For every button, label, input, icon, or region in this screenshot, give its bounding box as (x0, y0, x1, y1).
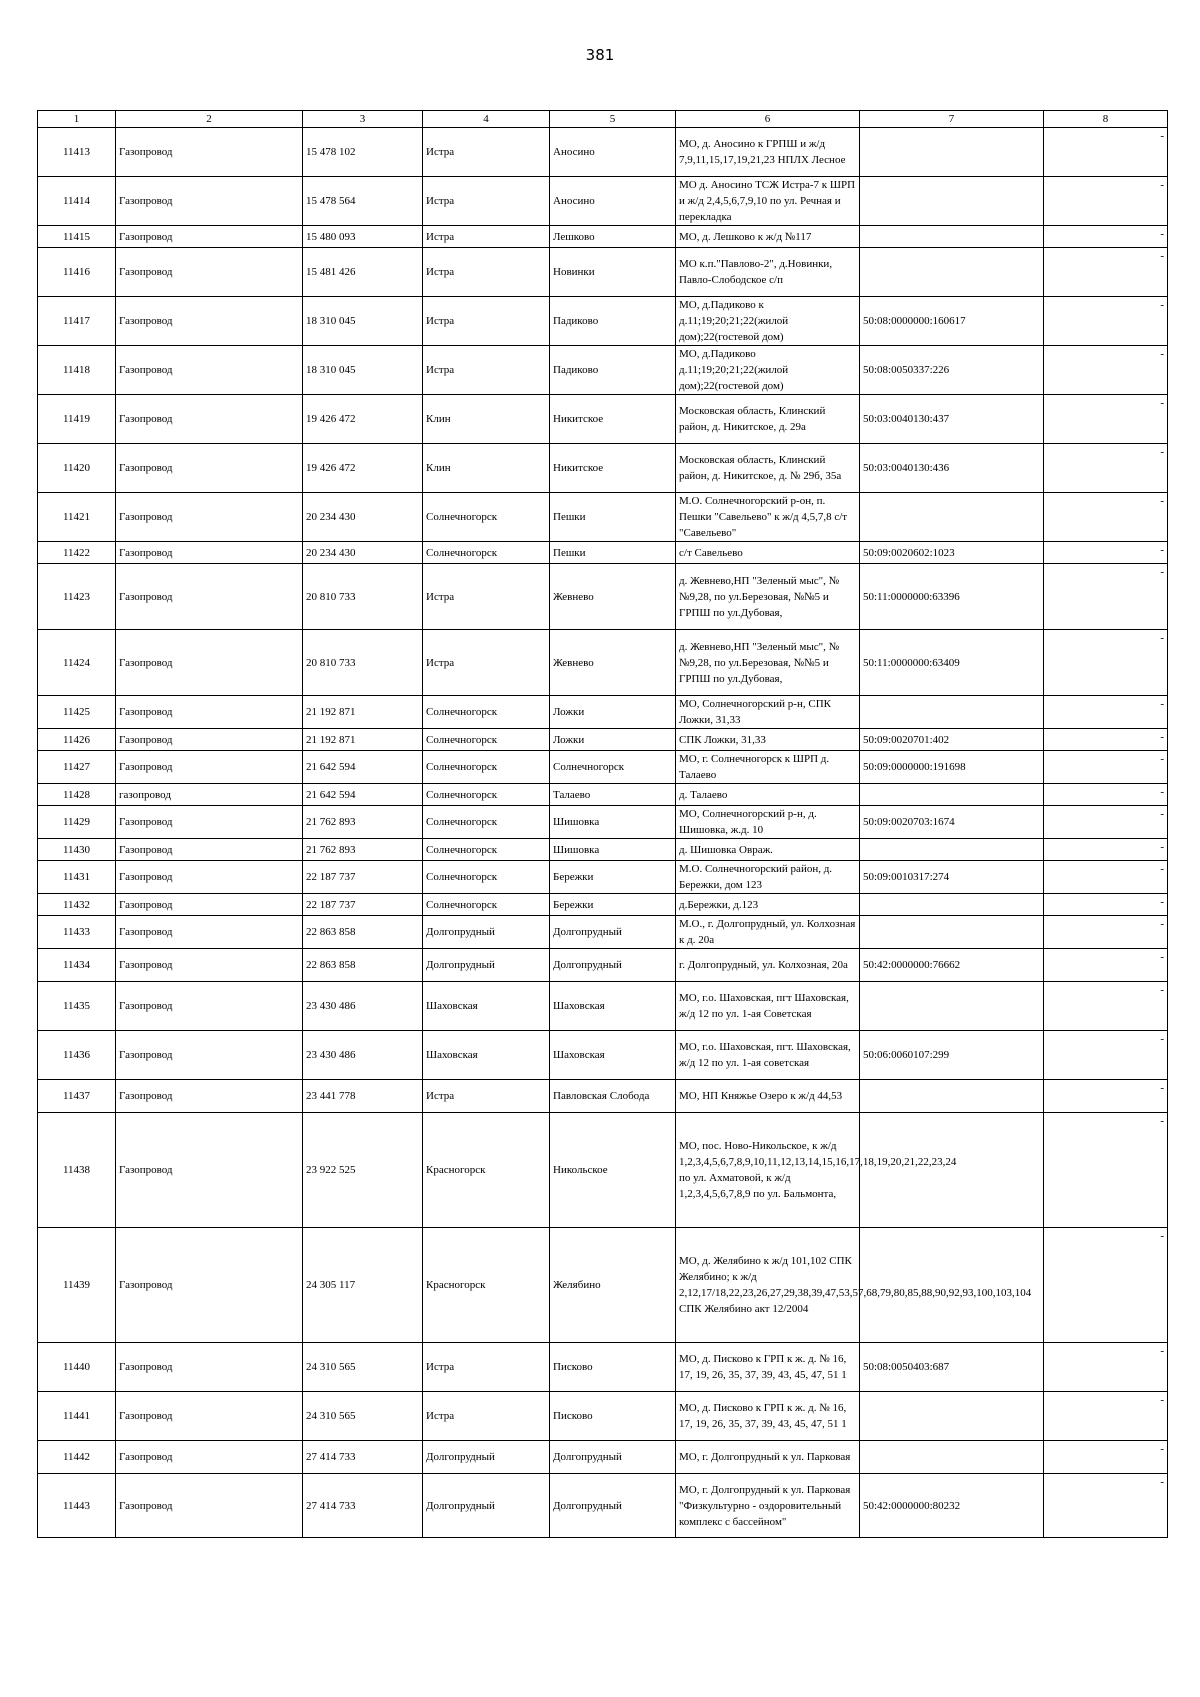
district-cell: Долгопрудный (423, 949, 550, 982)
note-dash-cell: - (1044, 297, 1168, 346)
district-cell: Долгопрудный (423, 1474, 550, 1538)
object-type-cell: Газопровод (116, 630, 303, 696)
object-code-cell: 21 192 871 (303, 729, 423, 751)
note-dash-cell: - (1044, 542, 1168, 564)
row-id-cell: 11431 (38, 861, 116, 894)
row-id-cell: 11437 (38, 1080, 116, 1113)
cadastral-number-cell (860, 177, 1044, 226)
note-dash-cell: - (1044, 1228, 1168, 1343)
cadastral-number-cell (860, 1392, 1044, 1441)
table-row (38, 630, 1168, 696)
address-cell: М.О. Солнечногорский р-он, п. Пешки "Савельево" к ж/д 4,5,7,8 с/т "Савельево" (676, 493, 860, 542)
object-code-cell: 21 642 594 (303, 751, 423, 784)
object-code-cell: 18 310 045 (303, 346, 423, 395)
settlement-cell: Долгопрудный (550, 1474, 676, 1538)
note-dash-cell: - (1044, 346, 1168, 395)
address-cell: МО, г.о. Шаховская, пгт. Шаховская, ж/д 12 по ул. 1-ая советская (676, 1031, 860, 1080)
district-cell: Солнечногорск (423, 839, 550, 861)
table-row (38, 751, 1168, 784)
object-type-cell: Газопровод (116, 1031, 303, 1080)
object-type-cell: Газопровод (116, 564, 303, 630)
cadastral-number-cell: 50:09:0020602:1023 (860, 542, 1044, 564)
note-dash-cell: - (1044, 395, 1168, 444)
object-code-cell: 20 234 430 (303, 542, 423, 564)
table-row (38, 1474, 1168, 1538)
table-row (38, 297, 1168, 346)
settlement-cell: Бережки (550, 894, 676, 916)
address-cell: МО, д. Лешково к ж/д №117 (676, 226, 860, 248)
district-cell: Солнечногорск (423, 729, 550, 751)
column-header: 4 (423, 111, 550, 128)
address-cell: МО, Солнечногорский р-н, СПК Ложки, 31,33 (676, 696, 860, 729)
object-type-cell: Газопровод (116, 894, 303, 916)
district-cell: Шаховская (423, 982, 550, 1031)
address-cell: Московская область, Клинский район, д. Никитское, д. № 29б, 35а (676, 444, 860, 493)
settlement-cell: Лешково (550, 226, 676, 248)
object-type-cell: газопровод (116, 784, 303, 806)
note-dash-cell: - (1044, 982, 1168, 1031)
district-cell: Истра (423, 248, 550, 297)
address-cell: МО д. Аносино ТСЖ Истра-7 к ШРП и ж/д 2,4,5,6,7,9,10 по ул. Речная и перекладка (676, 177, 860, 226)
settlement-cell: Долгопрудный (550, 1441, 676, 1474)
address-cell: д. Талаево (676, 784, 860, 806)
object-type-cell: Газопровод (116, 493, 303, 542)
object-type-cell: Газопровод (116, 297, 303, 346)
note-dash-cell: - (1044, 1441, 1168, 1474)
row-id-cell: 11433 (38, 916, 116, 949)
table-row (38, 696, 1168, 729)
object-code-cell: 19 426 472 (303, 444, 423, 493)
row-id-cell: 11440 (38, 1343, 116, 1392)
cadastral-number-cell (860, 839, 1044, 861)
address-cell: МО к.п."Павлово-2", д.Новинки, Павло-Слободское с/п (676, 248, 860, 297)
object-type-cell: Газопровод (116, 248, 303, 297)
settlement-cell: Никольское (550, 1113, 676, 1228)
note-dash-cell: - (1044, 493, 1168, 542)
district-cell: Истра (423, 1343, 550, 1392)
object-type-cell: Газопровод (116, 226, 303, 248)
object-code-cell: 23 441 778 (303, 1080, 423, 1113)
row-id-cell: 11413 (38, 128, 116, 177)
note-dash-cell: - (1044, 839, 1168, 861)
cadastral-number-cell (860, 493, 1044, 542)
object-type-cell: Газопровод (116, 982, 303, 1031)
cadastral-number-cell: 50:03:0040130:437 (860, 395, 1044, 444)
object-code-cell: 15 478 564 (303, 177, 423, 226)
object-type-cell: Газопровод (116, 696, 303, 729)
table-row (38, 564, 1168, 630)
table-row (38, 226, 1168, 248)
row-id-cell: 11419 (38, 395, 116, 444)
cadastral-number-cell: 50:42:0000000:80232 (860, 1474, 1044, 1538)
cadastral-number-cell (860, 248, 1044, 297)
settlement-cell: Шаховская (550, 1031, 676, 1080)
settlement-cell: Ложки (550, 729, 676, 751)
object-type-cell: Газопровод (116, 949, 303, 982)
table-body (38, 128, 1168, 1538)
table-row (38, 444, 1168, 493)
table-row (38, 1080, 1168, 1113)
settlement-cell: Аносино (550, 177, 676, 226)
registry-table (37, 110, 1168, 1538)
district-cell: Солнечногорск (423, 784, 550, 806)
settlement-cell: Павловская Слобода (550, 1080, 676, 1113)
note-dash-cell: - (1044, 861, 1168, 894)
settlement-cell: Шаховская (550, 982, 676, 1031)
object-type-cell: Газопровод (116, 1228, 303, 1343)
district-cell: Истра (423, 346, 550, 395)
table-row (38, 1113, 1168, 1228)
address-cell: д. Жевнево,НП "Зеленый мыс", №№9,28, по ул.Березовая, №№5 и ГРПШ по ул.Дубовая, (676, 630, 860, 696)
table-row (38, 982, 1168, 1031)
table-row (38, 729, 1168, 751)
object-type-cell: Газопровод (116, 729, 303, 751)
address-cell: МО, пос. Ново-Никольское, к ж/д 1,2,3,4,5,6,7,8,9,10,11,12,13,14,15,16,17,18,19,20,21,22,23,24 по ул. Ахматовой, к ж/д 1,2,3,4,5,6,7,8,9 по ул. Бальмонта, (676, 1113, 860, 1228)
row-id-cell: 11416 (38, 248, 116, 297)
cadastral-number-cell: 50:09:0000000:191698 (860, 751, 1044, 784)
row-id-cell: 11415 (38, 226, 116, 248)
object-code-cell: 21 762 893 (303, 806, 423, 839)
table-row (38, 395, 1168, 444)
cadastral-number-cell (860, 696, 1044, 729)
header-row (38, 111, 1168, 128)
cadastral-number-cell: 50:11:0000000:63396 (860, 564, 1044, 630)
object-code-cell: 15 480 093 (303, 226, 423, 248)
note-dash-cell: - (1044, 916, 1168, 949)
object-code-cell: 23 922 525 (303, 1113, 423, 1228)
note-dash-cell: - (1044, 1113, 1168, 1228)
note-dash-cell: - (1044, 128, 1168, 177)
row-id-cell: 11430 (38, 839, 116, 861)
row-id-cell: 11428 (38, 784, 116, 806)
column-header: 7 (860, 111, 1044, 128)
cadastral-number-cell (860, 1080, 1044, 1113)
object-type-cell: Газопровод (116, 395, 303, 444)
cadastral-number-cell (860, 982, 1044, 1031)
settlement-cell: Шишовка (550, 806, 676, 839)
note-dash-cell: - (1044, 177, 1168, 226)
object-code-cell: 27 414 733 (303, 1441, 423, 1474)
column-header: 1 (38, 111, 116, 128)
table-row (38, 861, 1168, 894)
object-code-cell: 24 310 565 (303, 1392, 423, 1441)
district-cell: Истра (423, 630, 550, 696)
object-code-cell: 22 863 858 (303, 949, 423, 982)
row-id-cell: 11425 (38, 696, 116, 729)
address-cell: МО, д. Аносино к ГРПШ и ж/д 7,9,11,15,17,19,21,23 НПЛХ Лесное (676, 128, 860, 177)
object-code-cell: 21 762 893 (303, 839, 423, 861)
row-id-cell: 11426 (38, 729, 116, 751)
object-code-cell: 21 642 594 (303, 784, 423, 806)
cadastral-number-cell (860, 226, 1044, 248)
object-type-cell: Газопровод (116, 751, 303, 784)
column-header: 3 (303, 111, 423, 128)
settlement-cell: Солнечногорск (550, 751, 676, 784)
column-header: 6 (676, 111, 860, 128)
settlement-cell: Бережки (550, 861, 676, 894)
table-row (38, 784, 1168, 806)
district-cell: Солнечногорск (423, 751, 550, 784)
cadastral-number-cell: 50:03:0040130:436 (860, 444, 1044, 493)
settlement-cell: Падиково (550, 346, 676, 395)
note-dash-cell: - (1044, 894, 1168, 916)
row-id-cell: 11443 (38, 1474, 116, 1538)
note-dash-cell: - (1044, 226, 1168, 248)
district-cell: Истра (423, 226, 550, 248)
district-cell: Солнечногорск (423, 861, 550, 894)
object-type-cell: Газопровод (116, 1113, 303, 1228)
row-id-cell: 11420 (38, 444, 116, 493)
settlement-cell: Пешки (550, 542, 676, 564)
cadastral-number-cell (860, 916, 1044, 949)
address-cell: Московская область, Клинский район, д. Никитское, д. 29а (676, 395, 860, 444)
cadastral-number-cell: 50:09:0010317:274 (860, 861, 1044, 894)
row-id-cell: 11421 (38, 493, 116, 542)
object-code-cell: 27 414 733 (303, 1474, 423, 1538)
district-cell: Долгопрудный (423, 1441, 550, 1474)
address-cell: с/т Савельево (676, 542, 860, 564)
district-cell: Клин (423, 444, 550, 493)
object-code-cell: 20 810 733 (303, 630, 423, 696)
settlement-cell: Жевнево (550, 564, 676, 630)
address-cell: МО, г. Долгопрудный к ул. Парковая (676, 1441, 860, 1474)
address-cell: МО, д.Падиково д.11;19;20;21;22(жилой дом);22(гостевой дом) (676, 346, 860, 395)
settlement-cell: Никитское (550, 444, 676, 493)
object-code-cell: 23 430 486 (303, 982, 423, 1031)
table-row (38, 248, 1168, 297)
district-cell: Красногорск (423, 1113, 550, 1228)
district-cell: Клин (423, 395, 550, 444)
object-type-cell: Газопровод (116, 444, 303, 493)
cadastral-number-cell (860, 1113, 1044, 1228)
address-cell: МО, д.Падиково к д.11;19;20;21;22(жилой дом);22(гостевой дом) (676, 297, 860, 346)
object-code-cell: 24 310 565 (303, 1343, 423, 1392)
table-row (38, 493, 1168, 542)
row-id-cell: 11442 (38, 1441, 116, 1474)
cadastral-number-cell: 50:09:0020703:1674 (860, 806, 1044, 839)
settlement-cell: Новинки (550, 248, 676, 297)
object-type-cell: Газопровод (116, 346, 303, 395)
object-code-cell: 19 426 472 (303, 395, 423, 444)
address-cell: МО, д. Писково к ГРП к ж. д. № 16, 17, 19, 26, 35, 37, 39, 43, 45, 47, 51 1 (676, 1343, 860, 1392)
address-cell: д. Шишовка Овраж. (676, 839, 860, 861)
cadastral-number-cell: 50:06:0060107:299 (860, 1031, 1044, 1080)
object-code-cell: 23 430 486 (303, 1031, 423, 1080)
table-row (38, 839, 1168, 861)
address-cell: г. Долгопрудный, ул. Колхозная, 20а (676, 949, 860, 982)
address-cell: д. Жевнево,НП "Зеленый мыс", №№9,28, по ул.Березовая, №№5 и ГРПШ по ул.Дубовая, (676, 564, 860, 630)
cadastral-number-cell: 50:08:0000000:160617 (860, 297, 1044, 346)
object-code-cell: 24 305 117 (303, 1228, 423, 1343)
district-cell: Шаховская (423, 1031, 550, 1080)
district-cell: Истра (423, 297, 550, 346)
address-cell: М.О. Солнечногорский район, д. Бережки, дом 123 (676, 861, 860, 894)
address-cell: МО, Солнечногорский р-н, д. Шишовка, ж.д. 10 (676, 806, 860, 839)
table-row (38, 916, 1168, 949)
table-row (38, 806, 1168, 839)
address-cell: МО, г. Солнечногорск к ШРП д. Талаево (676, 751, 860, 784)
cadastral-number-cell (860, 894, 1044, 916)
object-type-cell: Газопровод (116, 806, 303, 839)
district-cell: Солнечногорск (423, 493, 550, 542)
settlement-cell: Талаево (550, 784, 676, 806)
note-dash-cell: - (1044, 1343, 1168, 1392)
table-row (38, 1228, 1168, 1343)
object-code-cell: 22 863 858 (303, 916, 423, 949)
settlement-cell: Желябино (550, 1228, 676, 1343)
district-cell: Солнечногорск (423, 696, 550, 729)
row-id-cell: 11438 (38, 1113, 116, 1228)
object-code-cell: 15 478 102 (303, 128, 423, 177)
table-row (38, 128, 1168, 177)
settlement-cell: Писково (550, 1343, 676, 1392)
table-row (38, 894, 1168, 916)
row-id-cell: 11422 (38, 542, 116, 564)
row-id-cell: 11435 (38, 982, 116, 1031)
address-cell: СПК Ложки, 31,33 (676, 729, 860, 751)
object-code-cell: 18 310 045 (303, 297, 423, 346)
table-row (38, 949, 1168, 982)
note-dash-cell: - (1044, 1031, 1168, 1080)
cadastral-number-cell: 50:11:0000000:63409 (860, 630, 1044, 696)
row-id-cell: 11424 (38, 630, 116, 696)
note-dash-cell: - (1044, 444, 1168, 493)
address-cell: МО, д. Желябино к ж/д 101,102 СПК Желябино; к ж/д 2,12,17/18,22,23,26,27,29,38,39,47,53,57,68,79,80,85,88,90,92,93,100,103,104 СПК Желябино акт 12/2004 (676, 1228, 860, 1343)
table-row (38, 1441, 1168, 1474)
table-row (38, 542, 1168, 564)
column-header: 5 (550, 111, 676, 128)
table-row (38, 1343, 1168, 1392)
district-cell: Красногорск (423, 1228, 550, 1343)
table-row (38, 1392, 1168, 1441)
note-dash-cell: - (1044, 729, 1168, 751)
column-header: 8 (1044, 111, 1168, 128)
note-dash-cell: - (1044, 751, 1168, 784)
cadastral-number-cell: 50:08:0050403:687 (860, 1343, 1044, 1392)
row-id-cell: 11432 (38, 894, 116, 916)
object-type-cell: Газопровод (116, 1392, 303, 1441)
note-dash-cell: - (1044, 696, 1168, 729)
settlement-cell: Ложки (550, 696, 676, 729)
object-code-cell: 20 810 733 (303, 564, 423, 630)
note-dash-cell: - (1044, 1392, 1168, 1441)
row-id-cell: 11427 (38, 751, 116, 784)
settlement-cell: Долгопрудный (550, 916, 676, 949)
object-type-cell: Газопровод (116, 1474, 303, 1538)
note-dash-cell: - (1044, 248, 1168, 297)
district-cell: Истра (423, 128, 550, 177)
cadastral-number-cell: 50:42:0000000:76662 (860, 949, 1044, 982)
row-id-cell: 11418 (38, 346, 116, 395)
settlement-cell: Аносино (550, 128, 676, 177)
row-id-cell: 11439 (38, 1228, 116, 1343)
address-cell: МО, г. Долгопрудный к ул. Парковая "Физкультурно - оздоровительный комплекс с бассейном" (676, 1474, 860, 1538)
row-id-cell: 11434 (38, 949, 116, 982)
district-cell: Истра (423, 177, 550, 226)
table-row (38, 177, 1168, 226)
district-cell: Истра (423, 1080, 550, 1113)
row-id-cell: 11429 (38, 806, 116, 839)
object-type-cell: Газопровод (116, 839, 303, 861)
settlement-cell: Долгопрудный (550, 949, 676, 982)
note-dash-cell: - (1044, 1080, 1168, 1113)
settlement-cell: Никитское (550, 395, 676, 444)
object-type-cell: Газопровод (116, 1080, 303, 1113)
object-code-cell: 22 187 737 (303, 894, 423, 916)
district-cell: Долгопрудный (423, 916, 550, 949)
object-type-cell: Газопровод (116, 861, 303, 894)
note-dash-cell: - (1044, 564, 1168, 630)
row-id-cell: 11436 (38, 1031, 116, 1080)
address-cell: МО, д. Писково к ГРП к ж. д. № 16, 17, 19, 26, 35, 37, 39, 43, 45, 47, 51 1 (676, 1392, 860, 1441)
row-id-cell: 11414 (38, 177, 116, 226)
address-cell: МО, г.о. Шаховская, пгт Шаховская, ж/д 12 по ул. 1-ая Советская (676, 982, 860, 1031)
cadastral-number-cell (860, 784, 1044, 806)
settlement-cell: Пешки (550, 493, 676, 542)
object-type-cell: Газопровод (116, 177, 303, 226)
object-type-cell: Газопровод (116, 128, 303, 177)
note-dash-cell: - (1044, 630, 1168, 696)
column-header: 2 (116, 111, 303, 128)
object-type-cell: Газопровод (116, 916, 303, 949)
object-code-cell: 22 187 737 (303, 861, 423, 894)
district-cell: Солнечногорск (423, 806, 550, 839)
object-type-cell: Газопровод (116, 1441, 303, 1474)
note-dash-cell: - (1044, 806, 1168, 839)
note-dash-cell: - (1044, 784, 1168, 806)
object-type-cell: Газопровод (116, 542, 303, 564)
district-cell: Истра (423, 1392, 550, 1441)
cadastral-number-cell (860, 128, 1044, 177)
cadastral-number-cell: 50:09:0020701:402 (860, 729, 1044, 751)
object-type-cell: Газопровод (116, 1343, 303, 1392)
district-cell: Истра (423, 564, 550, 630)
table-row (38, 1031, 1168, 1080)
page-number: 381 (585, 46, 615, 64)
object-code-cell: 20 234 430 (303, 493, 423, 542)
object-code-cell: 21 192 871 (303, 696, 423, 729)
row-id-cell: 11417 (38, 297, 116, 346)
settlement-cell: Писково (550, 1392, 676, 1441)
row-id-cell: 11423 (38, 564, 116, 630)
note-dash-cell: - (1044, 1474, 1168, 1538)
row-id-cell: 11441 (38, 1392, 116, 1441)
object-code-cell: 15 481 426 (303, 248, 423, 297)
district-cell: Солнечногорск (423, 542, 550, 564)
settlement-cell: Падиково (550, 297, 676, 346)
address-cell: М.О., г. Долгопрудный, ул. Колхозная к д. 20а (676, 916, 860, 949)
note-dash-cell: - (1044, 949, 1168, 982)
settlement-cell: Жевнево (550, 630, 676, 696)
cadastral-number-cell (860, 1441, 1044, 1474)
address-cell: МО, НП Княжье Озеро к ж/д 44,53 (676, 1080, 860, 1113)
settlement-cell: Шишовка (550, 839, 676, 861)
address-cell: д.Бережки, д.123 (676, 894, 860, 916)
cadastral-number-cell: 50:08:0050337:226 (860, 346, 1044, 395)
table-row (38, 346, 1168, 395)
district-cell: Солнечногорск (423, 894, 550, 916)
cadastral-number-cell (860, 1228, 1044, 1343)
